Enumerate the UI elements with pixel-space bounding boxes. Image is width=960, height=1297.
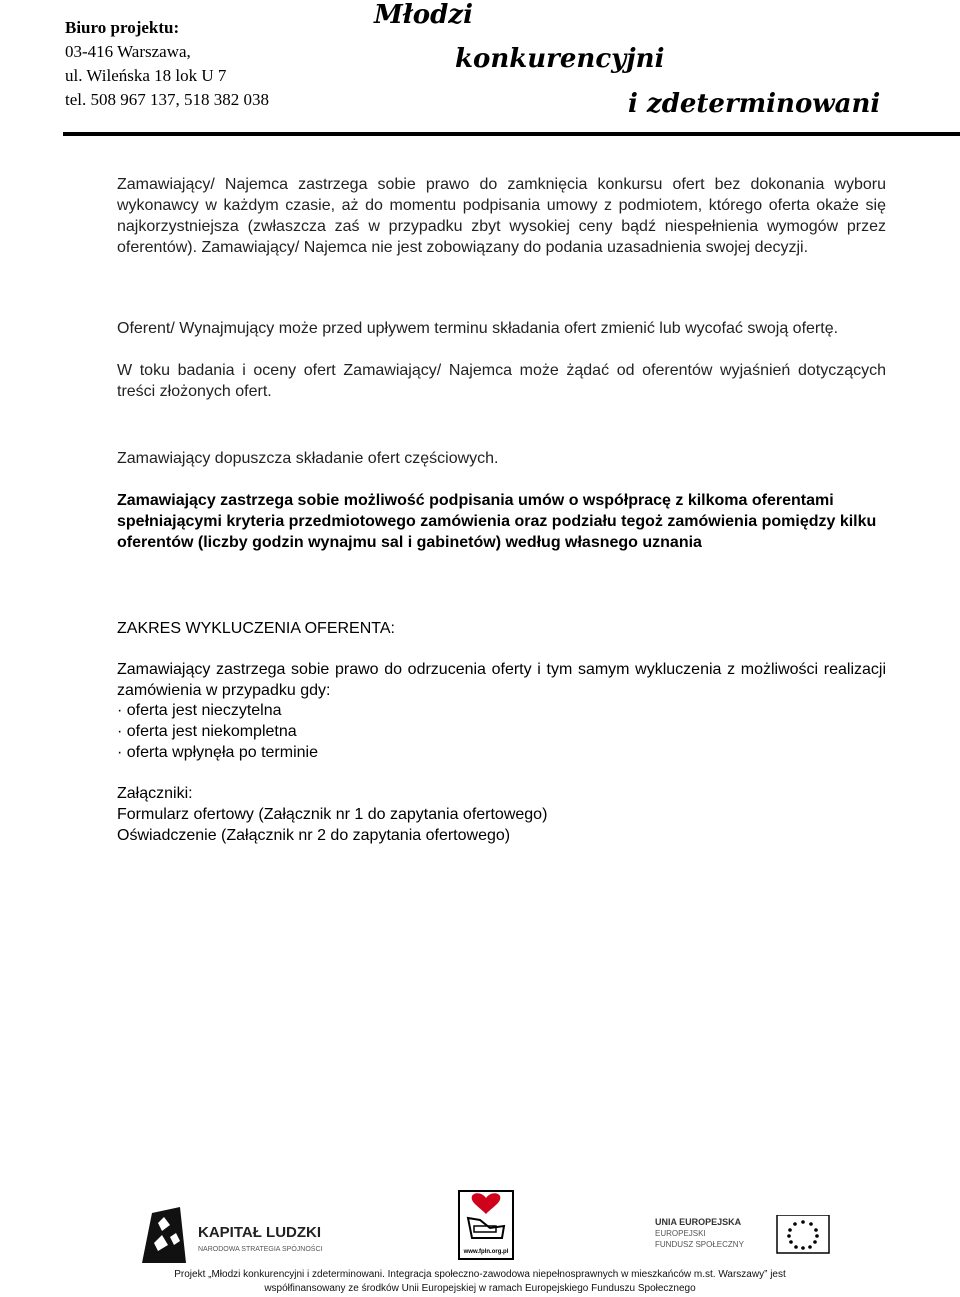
- footer-line-2: współfinansowany ze środków Unii Europejskiej w ramach Europejskiego Funduszu Społecznego: [264, 1283, 696, 1294]
- paragraph-right-to-close: Zamawiający/ Najemca zastrzega sobie prawo do zamknięcia konkursu ofert bez dokonania wyboru wykonawcy w każdym czasie, aż do momentu podpisania umowy z podmiotem, którego oferta okaże się najkorzystniejsza (zwłaszcza zaś w przypadku zbyt wysokiej ceny bądź niespełnienia wymogów przez oferentów). Zamawiający/ Najemca nie jest zobowiązany do podania uzasadnienia swojej decyzji.: [117, 176, 886, 256]
- attachments-label: Załączniki:: [117, 785, 193, 802]
- attachments-block: [117, 783, 886, 846]
- eu-fund-logo: [655, 1215, 835, 1255]
- brand-line-2: konkurencyjni: [455, 44, 665, 74]
- kl-title: KAPITAŁ LUDZKI: [198, 1224, 322, 1241]
- ue-line1: UNIA EUROPEJSKA: [655, 1217, 742, 1227]
- kl-subtitle: NARODOWA STRATEGIA SPÓJNOŚCI: [198, 1246, 323, 1253]
- office-phone: tel. 508 967 137, 518 382 038: [65, 90, 269, 109]
- fpln-url: www.fpln.org.pl: [463, 1249, 509, 1255]
- kapital-ludzki-logo: [140, 1205, 340, 1265]
- brand-line-1: Młodzi: [374, 0, 473, 30]
- exclusion-list: [117, 700, 886, 763]
- paragraph-withdraw-offer: Oferent/ Wynajmujący może przed upływem terminu składania ofert zmienić lub wycofać swoją ofertę.: [117, 320, 839, 337]
- project-office-block: [65, 16, 269, 112]
- section-heading-exclusion: ZAKRES WYKLUCZENIA OFERENTA:: [117, 620, 395, 637]
- attachment-2: Oświadczenie (Załącznik nr 2 do zapytania ofertowego): [117, 827, 511, 844]
- header-divider: [63, 132, 960, 136]
- paragraph-multiple-contracts: Zamawiający zastrzega sobie możliwość podpisania umów o współpracę z kilkoma oferentami spełniającymi kryteria przedmiotowego zamówienia oraz podziału tegoż zamówienia pomiędzy kilku oferentów (liczby godzin wynajmu sal i gabinetów) według własnego uznania: [117, 492, 877, 551]
- paragraph-clarifications: W toku badania i oceny ofert Zamawiający/ Najemca może żądać od oferentów wyjaśnień dotyczących treści złożonych ofert.: [117, 362, 886, 400]
- fpln-logo: [458, 1190, 514, 1260]
- fpln-emblem-icon: [460, 1192, 512, 1258]
- attachment-1: Formularz ofertowy (Załącznik nr 1 do zapytania ofertowego): [117, 806, 548, 823]
- footer-line-1: Projekt „Młodzi konkurencyjni i zdeterminowani. Integracja społeczno-zawodowa niepełnosprawnych w mieszkańców m.st. Warszawy” jest: [174, 1269, 786, 1280]
- exclusion-intro: Zamawiający zastrzega sobie prawo do odrzucenia oferty i tym samym wykluczenia z możliwości realizacji zamówienia w przypadku gdy:: [117, 661, 886, 699]
- paragraph-partial-offers: Zamawiający dopuszcza składanie ofert częściowych.: [117, 450, 499, 467]
- office-address-line1: 03-416 Warszawa,: [65, 42, 191, 61]
- ue-line3: FUNDUSZ SPOŁECZNY: [655, 1240, 744, 1249]
- brand-line-3: i zdeterminowani: [628, 89, 881, 119]
- footer-note: [0, 1268, 960, 1296]
- list-item: · oferta jest nieczytelna: [117, 702, 282, 719]
- ue-line2: EUROPEJSKI: [655, 1229, 706, 1238]
- list-item: · oferta jest niekompletna: [117, 723, 297, 740]
- list-item: · oferta wpłynęła po terminie: [117, 744, 318, 761]
- footer-logos: [0, 1190, 960, 1270]
- office-address-line2: ul. Wileńska 18 lok U 7: [65, 66, 227, 85]
- office-title: Biuro projektu:: [65, 18, 180, 37]
